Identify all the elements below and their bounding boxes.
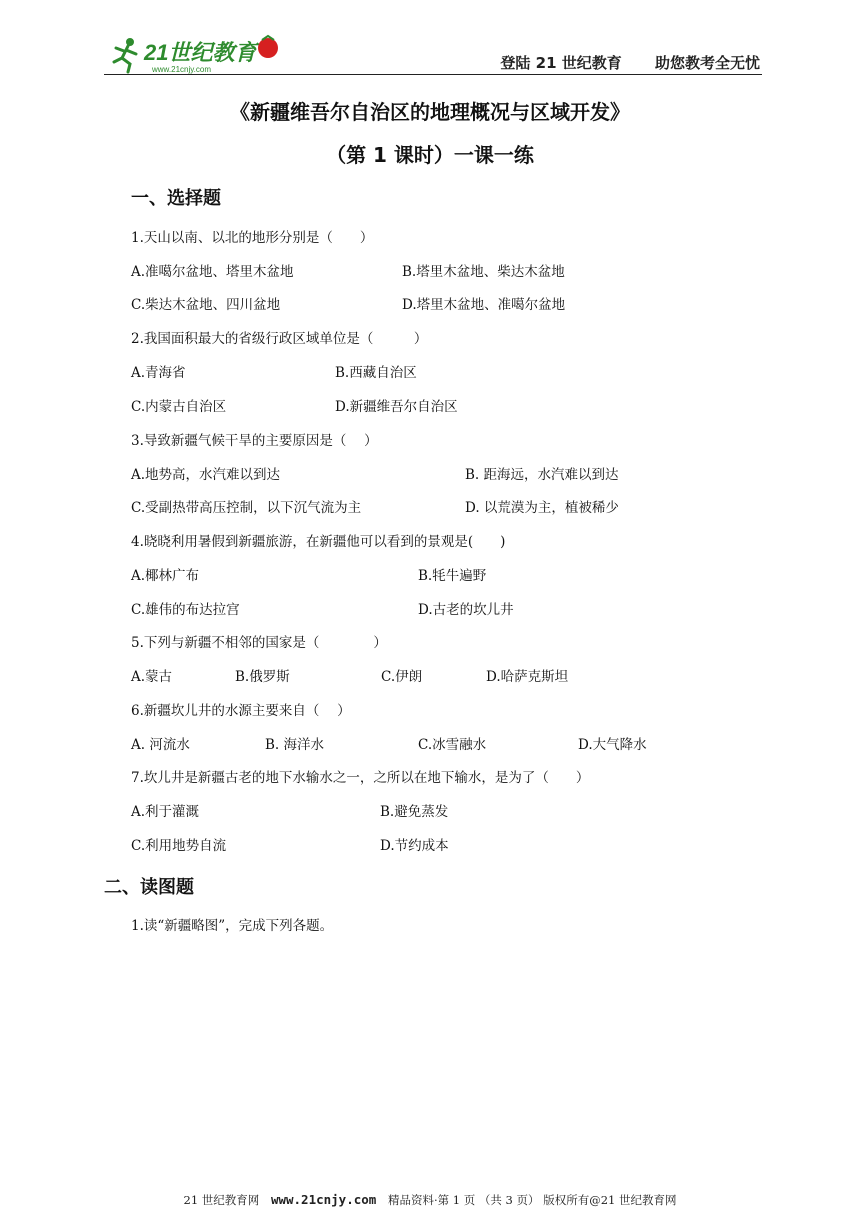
q6-option-a: A. 河流水 — [131, 737, 190, 753]
q5-option-a: A.蒙古 — [131, 669, 173, 685]
map-question-1: 1.读“新疆略图”，完成下列各题。 — [131, 918, 334, 934]
q7-option-b: B.避免蒸发 — [380, 804, 449, 820]
footer-page-info: 精品资料·第 1 页 （共 3 页） 版权所有@21 世纪教育网 — [387, 1193, 677, 1207]
q7-option-a: A.利于灌溉 — [131, 804, 200, 820]
tagline-slogan: 助您教考全无忧 — [654, 54, 760, 72]
q6-stem: 6.新疆坎儿井的水源主要来自（ ） — [131, 703, 351, 719]
document-title: 《新疆维吾尔自治区的地理概况与区域开发》 — [230, 100, 630, 124]
header-tagline — [472, 52, 760, 73]
q5-option-d: D.哈萨克斯坦 — [486, 669, 569, 685]
tagline-login: 登陆 21 世纪教育 — [500, 54, 622, 72]
q5-option-b: B.俄罗斯 — [235, 669, 290, 685]
q3-option-a: A.地势高，水汽难以到达 — [131, 467, 281, 483]
q6-option-c: C.冰雪融水 — [418, 737, 487, 753]
q3-option-c: C.受副热带高压控制，以下沉气流为主 — [131, 500, 362, 516]
q6-option-d: D.大气降水 — [578, 737, 647, 753]
q5-option-c: C.伊朗 — [381, 669, 423, 685]
logo-text: 21世纪教育 — [144, 40, 257, 65]
q4-option-b: B.牦牛遍野 — [418, 568, 487, 584]
tomato-icon — [258, 38, 278, 58]
q3-stem: 3.导致新疆气候干旱的主要原因是（ ） — [131, 433, 378, 449]
q4-option-c: C.雄伟的布达拉宫 — [131, 602, 240, 618]
section-choice-heading: 一、选择题 — [131, 188, 221, 209]
q5-stem: 5.下列与新疆不相邻的国家是（ ） — [131, 635, 387, 651]
q2-option-b: B.西藏自治区 — [335, 365, 417, 381]
q1-option-d: D.塔里木盆地、准噶尔盆地 — [402, 297, 566, 313]
page-footer — [0, 1192, 860, 1208]
q4-option-d: D.古老的坎儿井 — [418, 602, 514, 618]
runner-icon — [114, 38, 136, 72]
q4-stem: 4.晓晓利用暑假到新疆旅游，在新疆他可以看到的景观是( ) — [131, 534, 506, 550]
q2-option-d: D.新疆维吾尔自治区 — [335, 399, 458, 415]
site-logo — [108, 32, 288, 76]
q1-option-b: B.塔里木盆地、柴达木盆地 — [402, 264, 565, 280]
q1-option-a: A.准噶尔盆地、塔里木盆地 — [131, 264, 294, 280]
section-map-heading: 二、读图题 — [104, 877, 194, 898]
footer-site-name: 21 世纪教育网 — [183, 1193, 260, 1207]
header-divider — [104, 74, 762, 75]
q1-stem: 1.天山以南、以北的地形分别是（ ） — [131, 230, 374, 246]
document-subtitle: （第 1 课时）一课一练 — [326, 143, 534, 167]
q1-option-c: C.柴达木盆地、四川盆地 — [131, 297, 281, 313]
q2-option-c: C.内蒙古自治区 — [131, 399, 227, 415]
q3-option-b: B. 距海远，水汽难以到达 — [465, 467, 619, 483]
q7-option-c: C.利用地势自流 — [131, 838, 227, 854]
q3-option-d: D. 以荒漠为主，植被稀少 — [465, 500, 619, 516]
logo-url: www.21cnjy.com — [152, 65, 211, 74]
q2-option-a: A.青海省 — [131, 365, 186, 381]
q7-stem: 7.坎儿井是新疆古老的地下水输水之一，之所以在地下输水，是为了（ ） — [131, 770, 590, 786]
q2-stem: 2.我国面积最大的省级行政区域单位是（ ） — [131, 331, 428, 347]
q4-option-a: A.椰林广布 — [131, 568, 200, 584]
q6-option-b: B. 海洋水 — [265, 737, 325, 753]
q7-option-d: D.节约成本 — [380, 838, 449, 854]
footer-url[interactable]: www.21cnjy.com — [270, 1192, 377, 1207]
